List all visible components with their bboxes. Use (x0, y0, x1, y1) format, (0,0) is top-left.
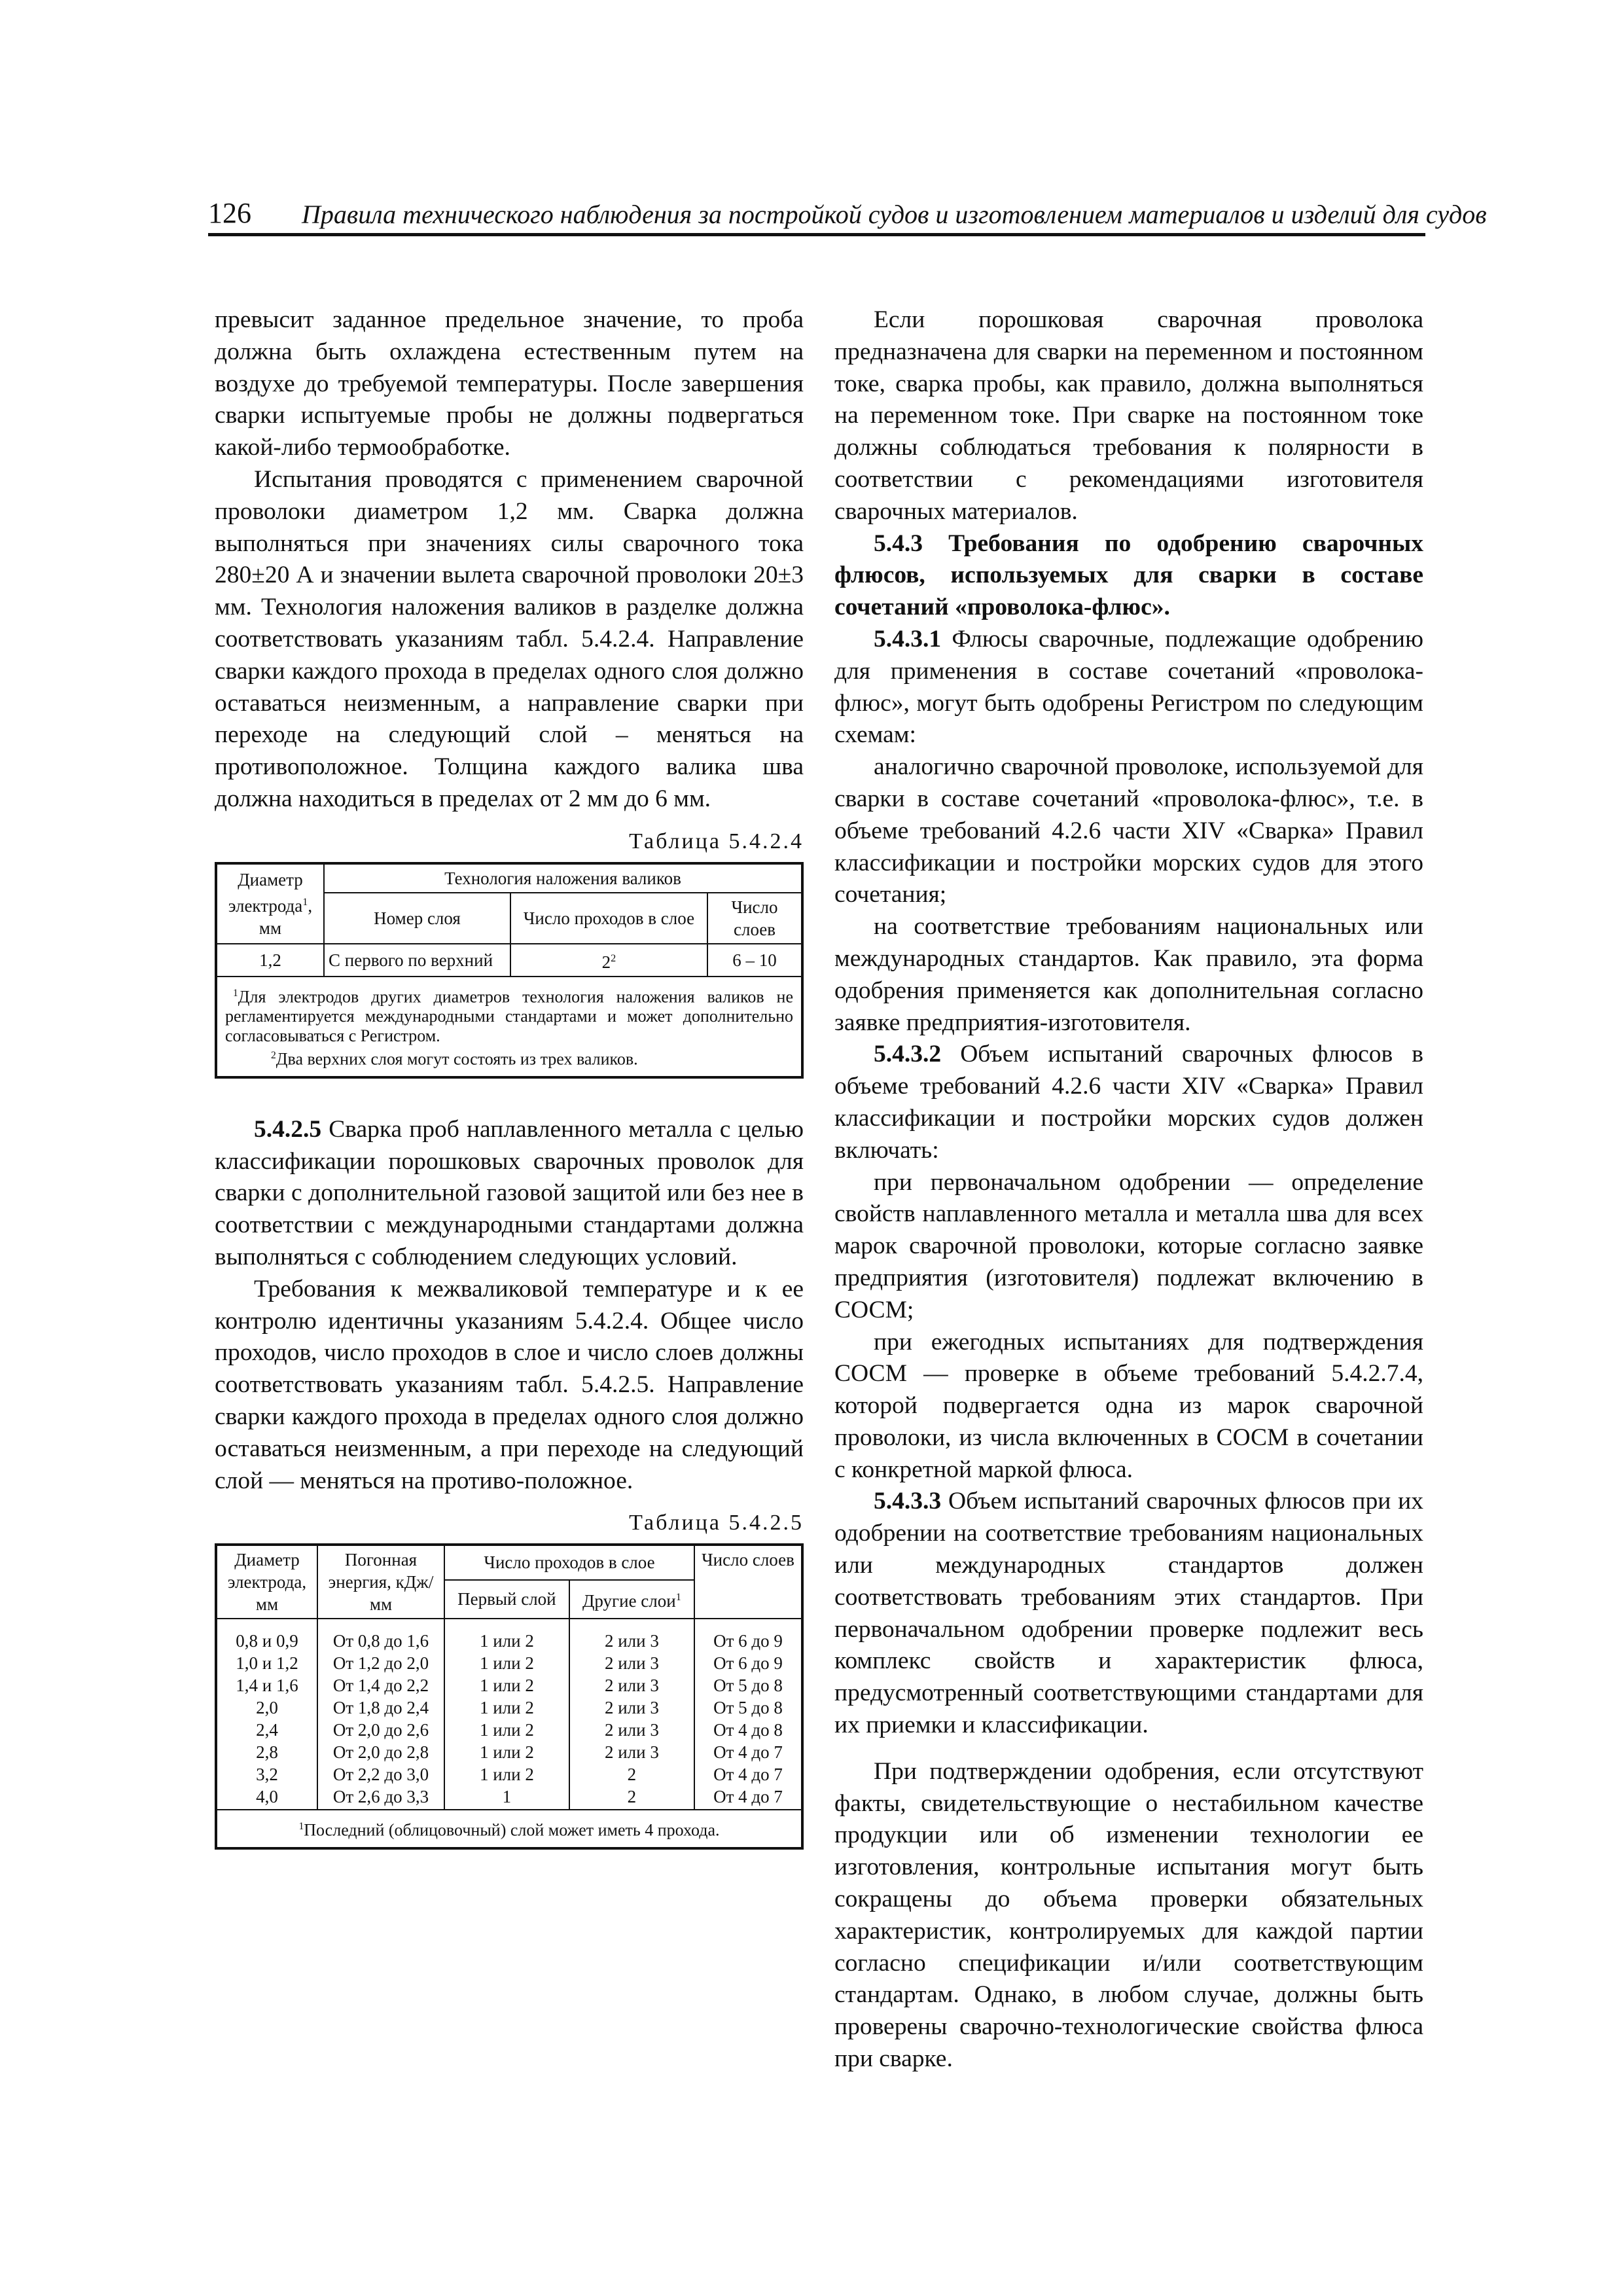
table-header: Число проходов в слое (510, 893, 707, 944)
table-footnote: $^1$Для электродов других диаметров технология наложения валиков не регламентируется международными стандартами и может дополнительно согласовываться с Регистром. $^2$Два верхних слоя могут состоять из трех валиков. (216, 977, 802, 1077)
paragraph: аналогично сварочной проволоке, используемой для сварки в составе сочетаний «проволока-флюс», т.е. в объеме требований 4.2.6 части XIV «Сварка» Правил классификации и постройки морских судов для этого сочетания; (834, 753, 1423, 908)
table-column: 1 или 2 1 или 2 1 или 2 1 или 2 1 или 2 1 или 2 1 или 2 1 (444, 1619, 569, 1810)
table-header: Другие слои$^1$ (569, 1580, 694, 1619)
table-header: Диаметр электрода, мм (216, 1545, 317, 1619)
table-cell: С первого по верхний (324, 944, 510, 977)
paragraph: Требования к межваликовой температуре и к ее контролю идентичны указаниям 5.4.2.4. Общее число проходов, число проходов в слое и число слоев должны соответствовать указаниям табл. 5.4.2.5. Направление сварки каждого прохода в пределах одного слоя должно оставаться неизменным, а при переходе на следующий слой — меняться на противо-положное. (215, 1275, 804, 1494)
section-heading: 5.4.3 Требования по одобрению сварочных флюсов, используемых для сварки в составе сочетаний «проволока-флюс». (834, 529, 1423, 621)
table-body (216, 1619, 802, 1810)
table-footnote: $^1$Последний (облицовочный) слой может иметь 4 прохода. (216, 1810, 802, 1848)
right-column (834, 304, 1423, 2075)
table-column: От 6 до 9 От 6 до 9 От 5 до 8 От 5 до 8 От 4 до 8 От 4 до 7 От 4 до 7 От 4 до 7 (694, 1619, 802, 1810)
table-header: Первый слой (444, 1580, 569, 1619)
table-column: 0,8 и 0,9 1,0 и 1,2 1,4 и 1,6 2,0 2,4 2,8 3,2 4,0 (216, 1619, 317, 1810)
table-header: Номер слоя (324, 893, 510, 944)
table-header: Число слоев (707, 893, 802, 944)
paragraph: превысит заданное предельное значение, то проба должна быть охлаждена естественным путем на воздухе до требуемой температуры. После завершения сварки испытуемые пробы не должны подвергаться какой-либо термообработке. (215, 306, 804, 461)
table-5-4-2-5 (215, 1543, 804, 1850)
table-caption: Таблица 5.4.2.5 (629, 1511, 804, 1535)
paragraph: Если порошковая сварочная проволока предназначена для сварки на переменном и постоянном токе, сварка пробы, как правило, должна выполняться на переменном токе. При сварке на постоянном токе должны соблюдаться требования к полярности в соответствии с рекомендациями изготовителя сварочных материалов. (834, 306, 1423, 525)
table-cell: 1,2 (216, 944, 324, 977)
table-header: Число слоев (694, 1545, 802, 1619)
paragraph: 5.4.3.1 Флюсы сварочные, подлежащие одобрению для применения в составе сочетаний «проволока-флюс», могут быть одобрены Регистром по следующим схемам: (834, 625, 1423, 749)
table-header: Число проходов в слое (444, 1545, 694, 1580)
paragraph: при ежегодных испытаниях для подтверждения СОСМ — проверке в объеме требований 5.4.2.7.4, которой подвергается одна из марок сварочной проволоки, из числа включенных в СОСМ в сочетании с конкретной маркой флюса. (834, 1328, 1423, 1483)
table-column: От 0,8 до 1,6 От 1,2 до 2,0 От 1,4 до 2,2 От 1,8 до 2,4 От 2,0 до 2,6 От 2,0 до 2,8 От 2,2 до 3,0 От 2,6 до 3,3 (317, 1619, 444, 1810)
paragraph: При подтверждении одобрения, если отсутствуют факты, свидетельствующие о нестабильном качестве продукции или об изменении технологии ее изготовления, контрольные испытания могут быть сокращены до объема проверки обязательных характеристик, контролируемых для каждой партии согласно спецификации и/или соответствующим стандартам. Однако, в любом случае, должны быть проверены сварочно-технологические свойства флюса при сварке. (834, 1757, 1423, 2073)
table-header: Диаметр электрода$^1$, мм (216, 863, 324, 944)
paragraph: на соответствие требованиям национальных или международных стандартов. Как правило, эта форма одобрения применяется как дополнительная согласно заявке предприятия-изготовителя. (834, 913, 1423, 1036)
table-cell: $2^2$ (510, 944, 707, 977)
table-header: Технология наложения валиков (324, 863, 802, 893)
running-header (208, 195, 1487, 236)
paragraph: 5.4.3.2 Объем испытаний сварочных флюсов в объеме требований 4.2.6 части XIV «Сварка» Правил классификации и постройки морских судов должен включать: (834, 1041, 1423, 1164)
left-column (215, 304, 804, 1850)
table-row (216, 944, 802, 977)
table-column: 2 или 3 2 или 3 2 или 3 2 или 3 2 или 3 2 или 3 2 2 (569, 1619, 694, 1810)
paragraph: при первоначальном одобрении — определение свойств наплавленного металла и металла шва для всех марок сварочной проволоки, которые согласно заявке предприятия (изготовителя) подлежат включению в СОСМ; (834, 1168, 1423, 1323)
paragraph: Испытания проводятся с применением сварочной проволоки диаметром 1,2 мм. Сварка должна выполняться при значениях силы сварочного тока 280±20 А и значении вылета сварочной проволоки 20±3 мм. Технология наложения валиков в разделке должна соответствовать указаниям табл. 5.4.2.4. Направление сварки каждого прохода в пределах одного слоя должно оставаться неизменным, а направление сварки при переходе на следующий слой – меняться на противоположное. Толщина каждого валика шва должна находиться в пределах от 2 мм до 6 мм. (215, 465, 804, 812)
page-number: 126 (208, 197, 251, 229)
table-cell: 6 – 10 (707, 944, 802, 977)
table-header: Погонная энергия, кДж/мм (317, 1545, 444, 1619)
running-title: Правила технического наблюдения за постройкой судов и изготовлением материалов и изделий для судов (302, 200, 1487, 229)
table-caption: Таблица 5.4.2.4 (629, 829, 804, 853)
paragraph: 5.4.2.5 Сварка проб наплавленного металла с целью классификации порошковых сварочных проволок для сварки с дополнительной газовой защитой или без нее в соответствии с международными стандартами должна выполняться с соблюдением следующих условий. (215, 1115, 804, 1271)
table-5-4-2-4 (215, 862, 804, 1079)
paragraph: 5.4.3.3 Объем испытаний сварочных флюсов при их одобрении на соответствие требованиям национальных или международных стандартов должен соответствовать требованиям этих стандартов. При первоначальном одобрении проверке подлежит весь комплекс свойств и характеристик флюса, предусмотренный соответствующими стандартами для их приемки и классификации. (834, 1488, 1423, 1739)
